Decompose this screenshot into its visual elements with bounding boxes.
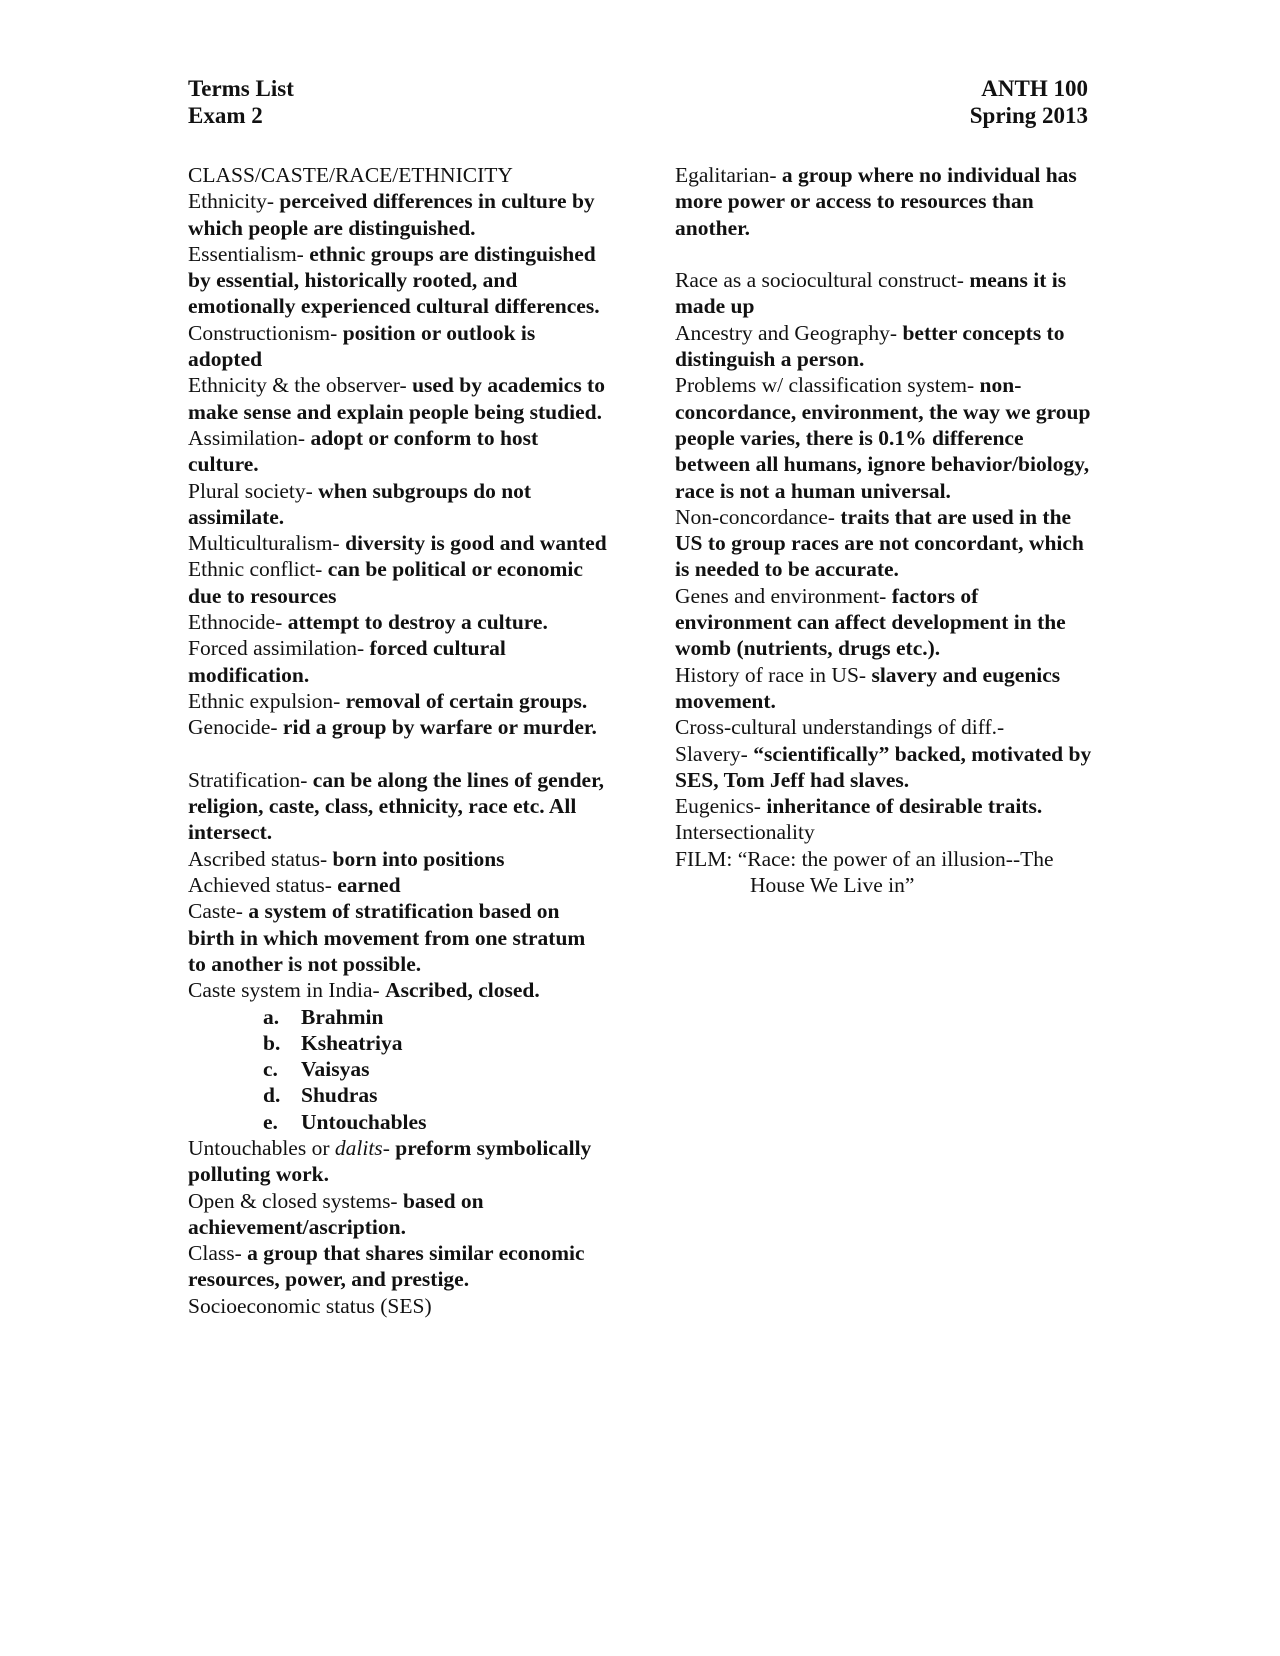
term-definition: better concepts to distinguish a person.	[675, 320, 1065, 372]
caste-item	[188, 1109, 608, 1135]
term-entry	[675, 504, 1095, 583]
term-definition: can be along the lines of gender, religion, caste, class, ethnicity, race etc. All intersect.	[188, 767, 605, 845]
term-label: Intersectionality	[675, 820, 815, 845]
term-entry	[188, 556, 608, 609]
term-definition: factors of environment can affect development in the womb (nutrients, drugs etc.).	[675, 583, 1066, 661]
term-entry	[188, 1240, 608, 1293]
term-definition: based on achievement/ascription.	[188, 1188, 484, 1239]
term-label: Slavery-	[675, 741, 754, 766]
term-label: Forced assimilation-	[188, 636, 370, 661]
list-marker: a.	[263, 1004, 280, 1029]
term-entry	[675, 162, 1095, 241]
term-definition: adopt or conform to host culture.	[188, 425, 539, 477]
course-code: ANTH 100	[981, 76, 1088, 101]
term-label: Ethnicity-	[188, 189, 280, 214]
term-label: Stratification-	[188, 767, 313, 792]
term-entry	[675, 741, 1095, 794]
term-label: Ethnic expulsion-	[188, 688, 346, 713]
term-label: Assimilation-	[188, 425, 311, 450]
term-label: Ascribed status-	[188, 846, 333, 871]
term-definition: means it is made up	[675, 268, 1067, 319]
term-label: Socioeconomic status (SES)	[188, 1293, 432, 1318]
term-entry	[675, 819, 1095, 845]
term-definition: “scientifically” backed, motivated by SES, Tom Jeff had slaves.	[675, 741, 1092, 792]
term-entry	[188, 1135, 608, 1188]
doc-title: Terms List	[188, 76, 294, 101]
term-label: Untouchables or dalits-	[188, 1135, 396, 1160]
term-definition: forced cultural modification.	[188, 636, 506, 687]
term-entry	[675, 320, 1095, 373]
term-label: Ancestry and Geography-	[675, 320, 903, 345]
term-definition: a group that shares similar economic resources, power, and prestige.	[188, 1241, 585, 1292]
caste-label: Brahmin	[301, 1004, 384, 1029]
list-marker: b.	[263, 1030, 281, 1055]
term-label: Achieved status-	[188, 873, 338, 898]
term-entry	[188, 320, 608, 373]
term-label: Constructionism-	[188, 320, 343, 345]
term-entry	[675, 583, 1095, 662]
term-entry	[188, 714, 608, 740]
term-entry	[675, 793, 1095, 819]
term-entry	[188, 872, 608, 898]
section-heading: CLASS/CASTE/RACE/ETHNICITY	[188, 163, 513, 187]
term-entry	[188, 1293, 608, 1319]
term-label: Open & closed systems-	[188, 1188, 403, 1213]
term-label: Race as a sociocultural construct-	[675, 268, 970, 293]
terms-group	[188, 188, 608, 740]
terms-group	[675, 267, 1095, 846]
terms-group	[188, 767, 608, 1004]
term-label: Ethnicity & the observer-	[188, 373, 413, 398]
term-entry	[675, 372, 1095, 503]
term-label: Cross-cultural understandings of diff.-	[675, 715, 1005, 740]
term-entry	[188, 478, 608, 531]
term-definition: a group where no individual has more power or access to resources than another.	[675, 163, 1077, 240]
caste-item	[188, 1082, 608, 1108]
term-definition: rid a group by warfare or murder.	[282, 715, 597, 740]
term-entry	[188, 1188, 608, 1241]
left-column	[188, 162, 608, 1319]
term-label: History of race in US-	[675, 662, 872, 687]
term-label: Problems w/ classification system-	[675, 373, 980, 398]
term-entry	[188, 767, 608, 846]
course-term: Spring 2013	[969, 103, 1088, 128]
term-label: Genocide-	[188, 715, 283, 740]
term-definition: ethnic groups are distinguished by essential, historically rooted, and emotionally experienced cultural differences.	[188, 241, 600, 319]
term-definition: can be political or economic due to resources	[188, 557, 583, 608]
term-definition: traits that are used in the US to group races are not concordant, which is needed to be accurate.	[675, 504, 1084, 582]
term-entry	[188, 635, 608, 688]
term-entry	[188, 530, 608, 556]
term-definition: when subgroups do not assimilate.	[188, 478, 532, 529]
terms-group	[675, 162, 1095, 241]
term-label: Essentialism-	[188, 241, 310, 266]
term-label: Ethnic conflict-	[188, 557, 328, 582]
term-label: Genes and environment-	[675, 583, 892, 608]
term-definition: a system of stratification based on birth in which movement from one stratum to another is not possible.	[188, 899, 586, 976]
term-label: Eugenics-	[675, 794, 767, 819]
term-label: Plural society-	[188, 478, 319, 503]
caste-label: Vaisyas	[301, 1057, 370, 1082]
term-label: Caste-	[188, 899, 249, 924]
term-label: Caste system in India-	[188, 978, 386, 1003]
film-line: FILM: “Race: the power of an illusion--The	[675, 846, 1054, 871]
caste-item	[188, 1056, 608, 1082]
term-label: Ethnocide-	[188, 610, 288, 635]
term-entry	[188, 977, 608, 1003]
header-left	[188, 75, 294, 129]
term-label: Egalitarian-	[675, 163, 782, 187]
term-definition: removal of certain groups.	[345, 688, 588, 713]
term-label: Non-concordance-	[675, 504, 841, 529]
list-marker: e.	[263, 1109, 278, 1134]
term-entry	[188, 898, 608, 977]
caste-label: Shudras	[301, 1083, 378, 1108]
term-entry	[675, 714, 1095, 740]
term-definition: diversity is good and wanted	[345, 531, 607, 556]
term-entry	[188, 425, 608, 478]
doc-subtitle: Exam 2	[188, 103, 263, 128]
term-definition: preform symbolically polluting work.	[188, 1135, 592, 1187]
caste-list	[188, 1004, 608, 1135]
term-entry	[188, 688, 608, 714]
spacer	[188, 741, 608, 767]
spacer	[675, 241, 1095, 267]
terms-group	[188, 1188, 608, 1319]
right-column	[675, 162, 1095, 898]
caste-label: Untouchables	[301, 1109, 427, 1134]
term-definition: perceived differences in culture by which people are distinguished.	[188, 189, 595, 240]
term-entry	[188, 846, 608, 872]
header-right	[860, 75, 1088, 129]
term-definition: born into positions	[332, 846, 505, 871]
term-entry	[188, 188, 608, 241]
caste-label: Ksheatriya	[301, 1030, 403, 1055]
term-entry	[188, 241, 608, 320]
term-entry	[675, 267, 1095, 320]
term-definition: inheritance of desirable traits.	[766, 794, 1043, 819]
term-definition: position or outlook is adopted	[188, 320, 536, 372]
film-line: House We Live in”	[750, 873, 915, 898]
term-definition: non-concordance, environment, the way we group people varies, there is 0.1% difference between all humans, ignore behavior/biology, race is not a human universal.	[675, 373, 1091, 503]
caste-item	[188, 1004, 608, 1030]
caste-item	[188, 1030, 608, 1056]
film-entry	[675, 846, 1095, 899]
term-definition: earned	[337, 873, 401, 898]
list-marker: d.	[263, 1083, 281, 1108]
term-definition: slavery and eugenics movement.	[675, 662, 1061, 713]
term-definition: Ascribed, closed.	[385, 978, 540, 1003]
list-marker: c.	[263, 1057, 278, 1082]
term-label: Multiculturalism-	[188, 531, 346, 556]
term-entry	[675, 662, 1095, 715]
term-definition: used by academics to make sense and explain people being studied.	[188, 373, 605, 424]
term-entry	[188, 609, 608, 635]
term-entry	[188, 372, 608, 425]
term-label: Class-	[188, 1241, 248, 1266]
term-definition: attempt to destroy a culture.	[287, 610, 548, 635]
